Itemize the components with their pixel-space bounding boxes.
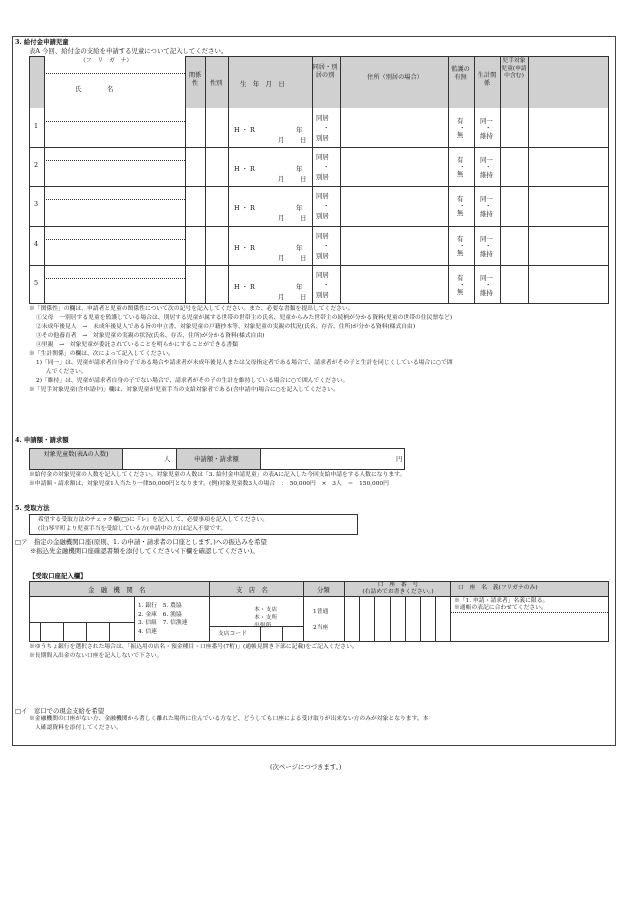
month-label: 月 (278, 136, 285, 144)
life-same: 同一 (480, 273, 493, 282)
custody-no: 無 (457, 170, 464, 179)
row-number: 2 (34, 161, 39, 170)
furigana-line (44, 199, 185, 200)
note-line: ①父母 一別居する児童を監護している場合は、別居する児童が属する世帯の世帯主の氏名、児童からみた世帯主の続柄が分かる資料(児童の世帯の住民票など) (36, 315, 453, 321)
header-relation: 関係性 (188, 72, 202, 88)
branch-header: 支 店 名 (236, 586, 268, 594)
month-label: 月 (278, 292, 285, 301)
cohab-option: 同居 (316, 192, 329, 201)
account-number-sub: (右詰めでお書きください。) (362, 589, 434, 595)
custody-yes: 有 (457, 117, 464, 125)
row-divider (29, 186, 609, 187)
note-line: 1)「同一」は、児童が請求者自身の子である場合や請求者が未成年後見人または父母指定者である場合で、請求者がその子と生計を同じくしている場合に○で囲 (36, 360, 453, 366)
cohab-option: 同居 (316, 153, 329, 162)
holder-note-1: ※「1. 申請・請求者」名義に限る。 (454, 598, 549, 604)
holder-note-2: ※通帳の表記に合わせてください。 (454, 605, 547, 611)
table-a-caption: 表A 今回、給付金の支給を申請する児童について記入してください。 (29, 47, 228, 55)
branch-code-label: 支店コード (218, 631, 247, 637)
custody-no: 無 (457, 287, 464, 296)
life-same: 同一 (480, 195, 493, 204)
option-i-checkbox[interactable]: □イ 窓口での現金支給を希望 (15, 707, 105, 715)
separate-option: 別居 (316, 251, 329, 260)
note-line: ※「生計関係」の欄は、次によって記入してください。 (29, 351, 174, 357)
separator: ・ (323, 163, 330, 172)
type-header: 分類 (317, 586, 330, 594)
holder-header: 口 座 名 義(フリガナのみ) (458, 585, 538, 591)
era-label: H ・ R (234, 243, 255, 252)
era-label: H ・ R (234, 204, 255, 213)
account-digit-divider (359, 596, 360, 641)
furigana-line (44, 278, 185, 279)
cohab-option: 同居 (316, 231, 329, 240)
header-life: 生計関係 (477, 72, 497, 88)
section5-title: 5. 受取方法 (15, 504, 50, 512)
continued-footer: (次ページにつづきます。) (270, 763, 342, 771)
account-digit-divider (435, 596, 436, 641)
option-i-note-2: 人確認資料を添付してください。 (35, 725, 122, 731)
separator: ・ (485, 241, 492, 250)
day-label: 日 (300, 175, 307, 184)
row-number: 3 (34, 200, 39, 209)
bank-type-option: 1. 銀行 5. 農協 (138, 603, 182, 609)
separator: ・ (323, 124, 330, 132)
separator: ・ (485, 280, 492, 289)
day-label: 日 (300, 214, 307, 223)
amount-note-1: ※給付金の対象児童の人数を記入してください。対象児童の人数は「3. 給付金申請児童」の表Aに記入した今回支給申請をする人数になります。 (29, 472, 406, 478)
row-number: 1 (34, 122, 39, 130)
furigana-line (44, 160, 185, 161)
custody-yes: 有 (457, 195, 464, 204)
month-label: 月 (278, 253, 285, 262)
furigana-line (44, 121, 185, 122)
life-maintain: 維持 (480, 288, 493, 297)
day-label: 日 (300, 136, 307, 144)
separate-option: 別居 (316, 290, 329, 299)
row-divider (29, 226, 609, 227)
bank-cell-divider (86, 622, 87, 641)
separator: ・ (485, 202, 492, 211)
account-title: 【受取口座記入欄】 (29, 572, 87, 580)
yucho-note: ※ゆうちょ銀行を選択された場合は、「振込用の店名・預金種目・口座番号(7桁)」(通帳見開き下部に記載)をご記入ください。 (29, 644, 358, 650)
custody-no: 無 (457, 248, 464, 257)
header-sex: 性別 (209, 80, 223, 87)
account-type-option: 1普通 (313, 609, 329, 615)
amount-table (29, 448, 405, 470)
note-line: ※「児手対象児童(含申請中)」欄は、対象児童が児童手当の支給対象者である(含申請中)場合に○を記入してください。 (29, 387, 339, 393)
account-type-option: 2当座 (313, 625, 329, 631)
instruction-text-2: (注)琴平町より児童手当を受給している方(申請中の方)は記入不要です。 (38, 526, 227, 532)
custody-yes: 有 (457, 273, 464, 282)
separator: ・ (459, 124, 466, 132)
instruction-box (29, 514, 358, 535)
account-digit-divider (374, 596, 375, 641)
note-line: ②未成年後見人 → 未成年後見人である旨の申立書、対象児童の戸籍抄本等、対象児童の実親の状況(氏名、存否、住所)が分かる資料(様式自由) (36, 324, 416, 330)
instruction-text-1: 希望する受取方法のチェック欄(□)に『レ』を記入して、必要事項を記入してください。 (38, 517, 268, 523)
life-maintain: 維持 (480, 249, 493, 258)
option-i-note-1: ※金融機関の口座がない方、金融機関から著しく離れた場所に住んでいる方など、どうしても口座による受け取りが出来ない方のみが対象となります。本 (29, 716, 429, 722)
amount-label: 申請額・請求額 (194, 455, 239, 463)
header-cohab: 同居・別居の別 (312, 64, 338, 80)
era-label: H ・ R (234, 282, 255, 291)
account-digit-divider (390, 596, 391, 641)
option-a-checkbox[interactable]: □ア 指定の金融機関口座(原則、1. の申請・請求者の口座とします。)への振込みを希望 (15, 538, 267, 546)
era-label: H ・ R (234, 126, 255, 134)
row-number: 4 (34, 239, 39, 248)
bank-header: 金 融 機 関 名 (88, 586, 146, 594)
bank-cell-top (30, 622, 134, 623)
separator: ・ (459, 202, 466, 211)
separator: ・ (459, 163, 466, 172)
custody-no: 無 (457, 131, 464, 139)
branch-type-option: 出張所 (254, 623, 272, 629)
life-maintain: 維持 (480, 132, 493, 140)
unit-person: 人 (164, 455, 171, 463)
header-target: 児手対象児童(申請中含む) (501, 58, 527, 80)
separator: ・ (459, 241, 466, 250)
life-same: 同一 (480, 117, 493, 125)
furigana-line (44, 239, 185, 240)
unit-yen: 円 (396, 455, 403, 463)
day-label: 日 (300, 253, 307, 262)
bank-cell-divider (109, 622, 110, 641)
note-line: ③その他養育者 → 対象児童の実親の状況(氏名、存否、住所)が分かる資料(様式自由) (36, 333, 265, 339)
account-number-header: 口 座 番 号 (377, 582, 419, 588)
bank-cell-divider (63, 622, 64, 641)
custody-yes: 有 (457, 234, 464, 243)
day-label: 日 (300, 292, 307, 301)
branch-type-option: 本・支所 (254, 615, 278, 621)
header-furigana: （フ リ ガ ナ） (80, 58, 133, 64)
bank-type-option: 3. 信組 7. 信漁連 (138, 620, 188, 626)
note-line: んでください。 (46, 369, 87, 375)
separator: ・ (323, 280, 330, 289)
year-label: 年 (296, 165, 303, 174)
year-label: 年 (296, 243, 303, 252)
account-digit-divider (405, 596, 406, 641)
separator: ・ (323, 241, 330, 250)
note-line: ※「関係性」の欄は、申請者と児童の関係性について次の記号を記入してください。また、必要な書類を提出してください。 (29, 306, 354, 312)
month-label: 月 (278, 214, 285, 223)
year-label: 年 (296, 204, 303, 213)
row-number: 5 (34, 278, 39, 287)
long-term-note: ※長期間入出金のない口座を記入しないで下さい。 (29, 653, 163, 659)
branch-type-option: 本・支店 (254, 607, 278, 613)
row-divider (29, 265, 609, 266)
month-label: 月 (278, 175, 285, 184)
section4-title: 4. 申請額・請求額 (15, 436, 69, 444)
amount-note-2: ※申請額・請求額は、対象児童1人当たり一律50,000円となります。(例)対象児童数3人の場合 ： 50,000円 × 3人 ＝ 150,000円 (29, 481, 389, 487)
note-line: ④里親 → 対象児童が委託されていることを明らかにすることができる書類 (36, 342, 238, 348)
separator: ・ (323, 202, 330, 211)
cohab-option: 同居 (316, 114, 329, 122)
cohab-option: 同居 (316, 270, 329, 279)
bank-cell-divider (40, 622, 41, 641)
custody-yes: 有 (457, 156, 464, 165)
header-address: 住所（別居の場合） (367, 74, 423, 81)
life-same: 同一 (480, 156, 493, 165)
separate-option: 別居 (316, 134, 329, 142)
account-table (29, 581, 609, 642)
separate-option: 別居 (316, 212, 329, 221)
year-label: 年 (296, 126, 303, 134)
bank-type-option: 2. 金庫 6. 漁協 (138, 611, 182, 618)
option-a-note: ※振込先金融機関口座確認書類を添付してください(下欄を確認してください)。 (30, 547, 259, 555)
separator: ・ (459, 280, 466, 289)
bank-type-option: 4. 信連 (138, 628, 157, 635)
account-digit-divider (420, 596, 421, 641)
separate-option: 別居 (316, 173, 329, 182)
header-birth: 生 年 月 日 (240, 80, 285, 88)
life-maintain: 維持 (480, 171, 493, 180)
row-divider (29, 147, 609, 148)
life-maintain: 維持 (480, 210, 493, 219)
era-label: H ・ R (234, 165, 255, 174)
section3-title: 3. 給付金申請児童 (15, 38, 69, 46)
life-same: 同一 (480, 234, 493, 243)
child-count-label: 対象児童数(表Aの人数) (43, 451, 109, 458)
header-name: 氏 名 (75, 85, 114, 93)
header-custody: 監護の有無 (451, 66, 470, 82)
note-line: 2)「維持」は、児童が請求者自身の子でない場合で、請求者がその子の生計を維持している場合に○で囲んでください。 (36, 378, 349, 384)
separator: ・ (485, 124, 492, 132)
separator: ・ (485, 163, 492, 172)
year-label: 年 (296, 282, 303, 291)
custody-no: 無 (457, 209, 464, 218)
